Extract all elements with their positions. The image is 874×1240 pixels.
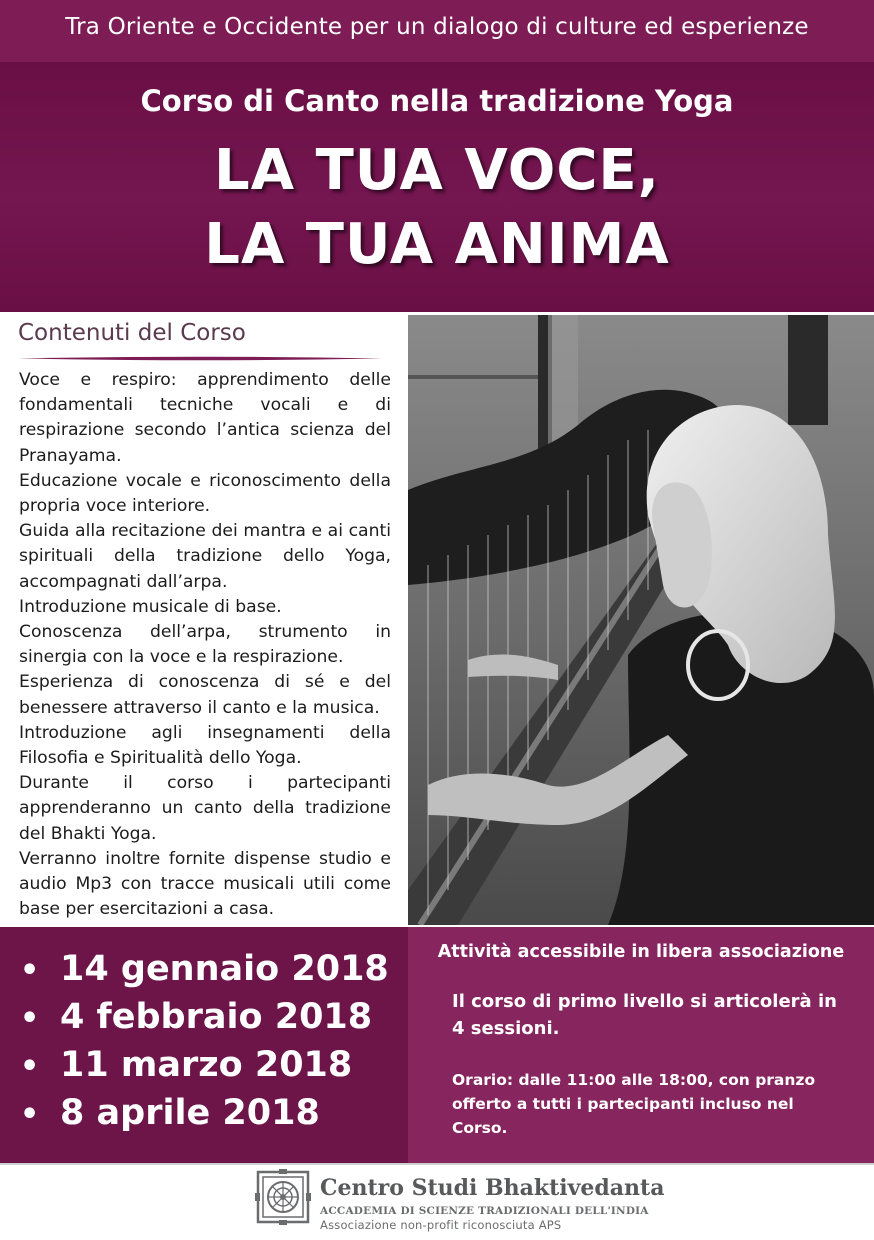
mandala-logo-icon — [255, 1169, 311, 1225]
contents-item: Durante il corso i partecipanti apprenderanno un canto della tradizione del Bhakti Yoga. — [19, 773, 391, 844]
date-label: 11 marzo 2018 — [60, 1045, 353, 1085]
main-title-line1: LA TUA VOCE, — [214, 138, 660, 203]
contents-heading: Contenuti del Corso — [18, 320, 246, 346]
contents-item: Conoscenza dell’arpa, strumento in sinergia con la voce e la respirazione. — [19, 622, 391, 668]
date-item — [20, 994, 389, 1042]
contents-item: Voce e respiro: apprendimento delle fondamentali tecniche vocali e di respirazione secondo l’antica scienza del Pranayama. — [19, 370, 391, 466]
bullet-icon: • — [20, 1097, 40, 1132]
date-label: 4 febbraio 2018 — [60, 997, 373, 1037]
org-subtitle: ACCADEMIA DI SCIENZE TRADIZIONALI DELL'INDIA — [320, 1205, 649, 1217]
org-status: Associazione non-profit riconosciuta APS — [320, 1218, 562, 1232]
bullet-icon: • — [20, 953, 40, 988]
date-item — [20, 946, 389, 994]
date-item — [20, 1090, 389, 1138]
date-label: 8 aprile 2018 — [60, 1093, 320, 1133]
org-name: Centro Studi Bhaktivedanta — [320, 1175, 665, 1201]
contents-item: Verranno inoltre fornite dispense studio e audio Mp3 con tracce musicali utili come base per esercitazioni a casa. — [19, 848, 391, 920]
contents-item: Guida alla recitazione dei mantra e ai canti spirituali della tradizione dello Yoga, accompagnati dall’arpa. — [19, 521, 391, 592]
access-note: Attività accessibile in libera associazione — [437, 942, 845, 962]
hours-note: Orario: dalle 11:00 alle 18:00, con pranzo offerto a tutti i partecipanti incluso nel Corso. — [452, 1071, 816, 1137]
dates-list — [20, 946, 389, 1138]
course-subtitle: Corso di Canto nella tradizione Yoga — [140, 84, 734, 118]
contents-item: Introduzione musicale di base. — [19, 596, 282, 617]
level-note: Il corso di primo livello si articolerà in 4 sessioni. — [452, 991, 837, 1039]
contents-list — [19, 368, 391, 922]
footer-divider — [0, 1163, 874, 1165]
tagline: Tra Oriente e Occidente per un dialogo di culture ed esperienze — [65, 14, 809, 40]
harpist-photo — [408, 315, 874, 925]
date-item — [20, 1042, 389, 1090]
bullet-icon: • — [20, 1001, 40, 1036]
contents-item: Introduzione agli insegnamenti della Filosofia e Spiritualità dello Yoga. — [19, 722, 391, 769]
main-title-line2: LA TUA ANIMA — [204, 212, 670, 277]
date-label: 14 gennaio 2018 — [60, 949, 389, 989]
bullet-icon: • — [20, 1049, 40, 1084]
contents-item: Esperienza di conoscenza di sé e del benessere attraverso il canto e la musica. — [19, 672, 391, 718]
contents-item: Educazione vocale e riconoscimento della propria voce interiore. — [19, 470, 391, 517]
heading-rule — [18, 356, 383, 361]
